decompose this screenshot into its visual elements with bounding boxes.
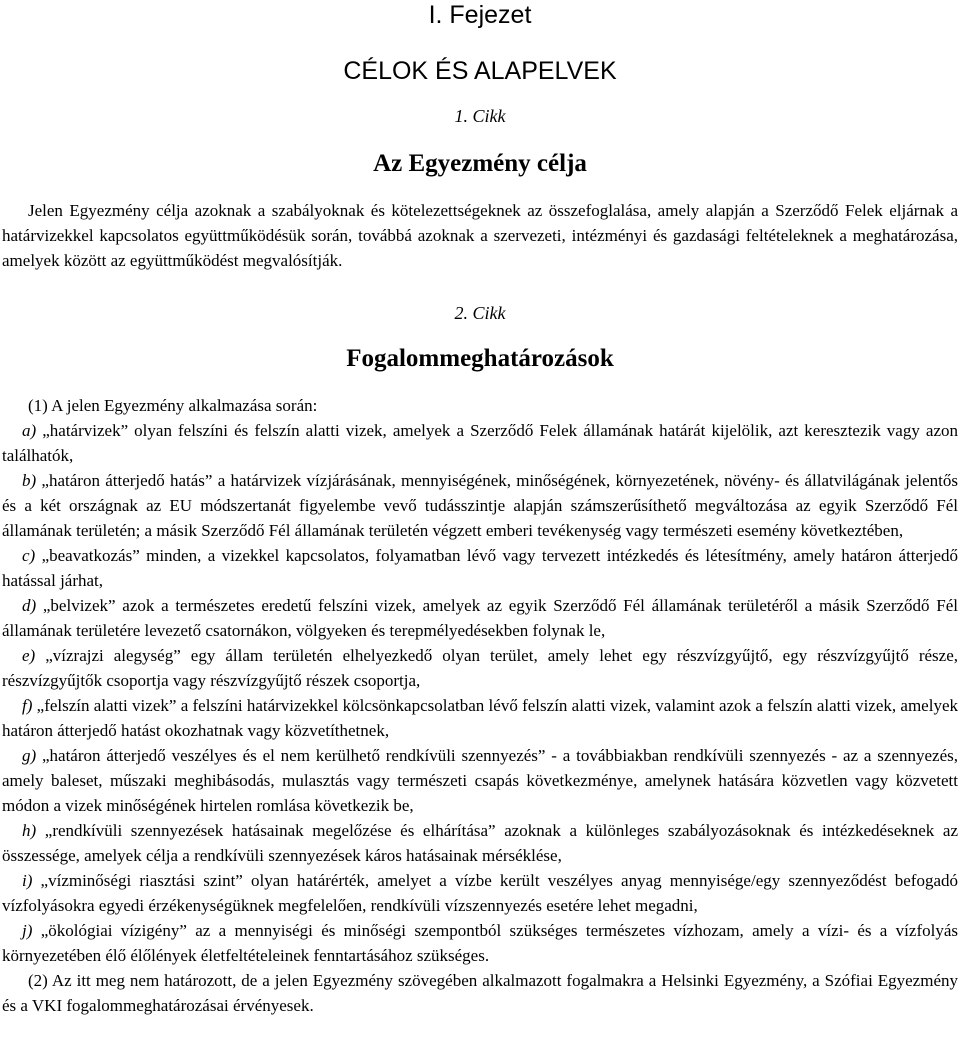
definition-item-g — [2, 743, 958, 818]
item-letter: d) — [22, 596, 37, 615]
definition-item-c — [2, 543, 958, 593]
item-letter: c) — [22, 546, 36, 565]
item-text: „ökológiai vízigény” az a mennyiségi és minőségi szempontból szükséges természetes vízhozam, amely a vízi- és a vízfolyás környezetében élő élőlények életfeltételeinek fenntartásához szükséges. — [2, 921, 958, 965]
article-2-closing: (2) Az itt meg nem határozott, de a jelen Egyezmény szövegében alkalmazott fogalmakra a Helsinki Egyezmény, a Szófiai Egyezmény és a VKI fogalommeghatározásai érvényesek. — [2, 971, 958, 1015]
definition-item-j — [2, 918, 958, 968]
item-text: „vízrajzi alegység” egy állam területén elhelyezkedő olyan terület, amely lehet egy részvízgyűjtő, egy részvízgyűjtő része, részvízgyűjtők csoportja vagy részvízgyűjtő részek csoportja, — [2, 646, 958, 690]
definition-item-e — [2, 643, 958, 693]
item-text: „beavatkozás” minden, a vizekkel kapcsolatos, folyamatban lévő vagy tervezett intézkedés és létesítmény, amely határon átterjedő hatással járhat, — [2, 546, 958, 590]
item-text: „határon átterjedő hatás” a határvizek vízjárásának, mennyiségének, minőségének, környezetének, növény- és állatvilágának jelentős és a két országnak az EU módszertanát figyelembe vevő tudásszintje alapján számszerűsíthető megváltozása az egyik Szerződő Fél államának területén; a másik Szerződő Fél államának területén végzett emberi tevékenység vagy természeti esemény következtében, — [2, 471, 958, 540]
chapter-title: CÉLOK ÉS ALAPELVEK — [343, 57, 617, 85]
article-1-heading: Az Egyezmény célja — [373, 150, 587, 177]
item-letter: g) — [22, 746, 37, 765]
item-letter: b) — [22, 471, 37, 490]
item-text: „vízminőségi riasztási szint” olyan határérték, amelyet a vízbe került veszélyes anyag mennyisége/egy szennyeződést befogadó vízfolyásokra egyedi érzékenységüknek megfelelően, rendkívüli vízszennyezés esetére lehet megadni, — [2, 871, 958, 915]
document-page — [2, 0, 958, 1018]
article-2-intro: (1) A jelen Egyezmény alkalmazása során: — [28, 396, 318, 415]
definition-item-b — [2, 468, 958, 543]
definition-item-d — [2, 593, 958, 643]
definition-item-a — [2, 418, 958, 468]
definition-item-i — [2, 868, 958, 918]
item-text: „határon átterjedő veszélyes és el nem kerülhető rendkívüli szennyezés” - a továbbiakban rendkívüli szennyezés - az a szennyezés, amely baleset, műszaki meghibásodás, mulasztás vagy természeti csapás következménye, amelynek hatására közvetlen vagy közvetett módon a vizek minőségének hirtelen romlása következik be, — [2, 746, 958, 815]
item-letter: a) — [22, 421, 37, 440]
chapter-number: I. Fejezet — [428, 1, 532, 29]
definition-item-f — [2, 693, 958, 743]
article-1-body — [2, 198, 958, 273]
article-2-label: 2. Cikk — [454, 303, 506, 323]
article-2-body — [2, 393, 958, 1018]
item-text: „belvizek” azok a természetes eredetű felszíni vizek, amelyek az egyik Szerződő Fél államának területéről a másik Szerződő Fél államának területére levezető csatornákon, völgyeken és terepmélyedésekben folynak le, — [2, 596, 958, 640]
item-letter: j) — [22, 921, 33, 940]
item-text: „határvizek” olyan felszíni és felszín alatti vizek, amelyek a Szerződő Felek államának határát kijelölik, azt keresztezik vagy azon találhatók, — [2, 421, 958, 465]
item-letter: h) — [22, 821, 37, 840]
article-2-heading: Fogalommeghatározások — [346, 345, 614, 372]
article-1-label: 1. Cikk — [454, 106, 506, 126]
article-1-paragraph: Jelen Egyezmény célja azoknak a szabályoknak és kötelezettségeknek az összefoglalása, amely alapján a Szerződő Felek eljárnak a határvizekkel kapcsolatos együttműködésük során, továbbá azoknak a szervezeti, intézményi és gazdasági feltételeknek a meghatározása, amelyek között az együttműködést megvalósítják. — [2, 201, 958, 270]
item-letter: f) — [22, 696, 33, 715]
item-letter: e) — [22, 646, 36, 665]
definition-item-h — [2, 818, 958, 868]
item-text: „felszín alatti vizek” a felszíni határvizekkel kölcsönkapcsolatban lévő felszín alatti vizek, valamint azok a felszín alatti vizek, amelyek határon átterjedő hatást okozhatnak vagy közvetíthetnek, — [2, 696, 958, 740]
item-letter: i) — [22, 871, 33, 890]
item-text: „rendkívüli szennyezések hatásainak megelőzése és elhárítása” azoknak a különleges szabályozásoknak és intézkedéseknek az összessége, amelyek célja a rendkívüli szennyezések káros hatásainak mérséklése, — [2, 821, 958, 865]
